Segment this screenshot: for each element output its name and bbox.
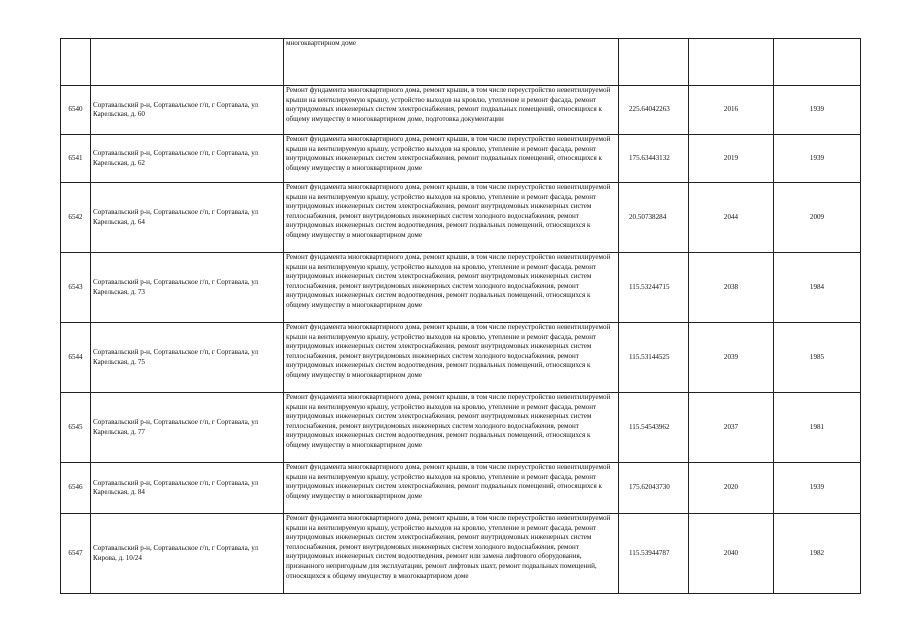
- cell-plan-year: 2038: [689, 253, 774, 323]
- cell-plan-year: 2020: [689, 463, 774, 514]
- housing-repair-table: [60, 38, 861, 594]
- cell-work: Ремонт фундамента многоквартирного дома, ремонт крыши, в том числе переустройство невентилируемой крыши на вентилируемую крышу, устройство выходов на кровлю, утепление и ремонт фасада, ремонт внутридомовых инженерных систем электроснабжения, ремонт подвальных помещений, относящихся к общему имуществу в многоквартирном доме, подготовка документации: [284, 86, 619, 135]
- cell-plan-year: 2039: [689, 323, 774, 393]
- cell-build-year: 2009: [774, 183, 861, 253]
- cell-plan-year: [689, 39, 774, 86]
- cell-plan-year: 2019: [689, 135, 774, 183]
- cell-value: 175.63443132: [619, 135, 689, 183]
- cell-plan-year: 2016: [689, 86, 774, 135]
- cell-build-year: 1984: [774, 253, 861, 323]
- cell-build-year: 1982: [774, 514, 861, 594]
- cell-plan-year: 2037: [689, 393, 774, 463]
- table-row: [61, 514, 861, 594]
- cell-build-year: [774, 39, 861, 86]
- cell-address: Сортавальский р-н, Сортавальское г/п, г Сортавала, ул Карельская, д. 73: [91, 253, 284, 323]
- cell-build-year: 1939: [774, 463, 861, 514]
- cell-address: Сортавальский р-н, Сортавальское г/п, г Сортавала, ул Карельская, д. 75: [91, 323, 284, 393]
- cell-id: 6540: [61, 86, 91, 135]
- table-row: [61, 253, 861, 323]
- cell-address: Сортавальский р-н, Сортавальское г/п, г Сортавала, ул Карельская, д. 77: [91, 393, 284, 463]
- cell-work: Ремонт фундамента многоквартирного дома, ремонт крыши, в том числе переустройство невентилируемой крыши на вентилируемую крышу, устройство выходов на кровлю, утепление и ремонт фасада, ремонт внутридомовых инженерных систем электроснабжения, ремонт внутридомовых инженерных систем теплоснабжения, ремонт внутридомовых инженерных систем холодного водоснабжения, ремонт внутридомовых инженерных систем водоотведения, ремонт подвальных помещений, относящихся к общему имуществу в многоквартирном доме: [284, 323, 619, 393]
- cell-work: Ремонт фундамента многоквартирного дома, ремонт крыши, в том числе переустройство невентилируемой крыши на вентилируемую крышу, устройство выходов на кровлю, утепление и ремонт фасада, ремонт внутридомовых инженерных систем электроснабжения, ремонт внутридомовых инженерных систем теплоснабжения, ремонт внутридомовых инженерных систем холодного водоснабжения, ремонт внутридомовых инженерных систем водоотведения, ремонт подвальных помещений, относящихся к общему имуществу в многоквартирном доме: [284, 393, 619, 463]
- cell-plan-year: 2044: [689, 183, 774, 253]
- cell-work: Ремонт фундамента многоквартирного дома, ремонт крыши, в том числе переустройство невентилируемой крыши на вентилируемую крышу, устройство выходов на кровлю, утепление и ремонт фасада, ремонт внутридомовых инженерных систем электроснабжения, ремонт подвальных помещений, относящихся к общему имуществу в многоквартирном доме: [284, 135, 619, 183]
- table-body: [61, 39, 861, 594]
- cell-id: 6541: [61, 135, 91, 183]
- cell-address: Сортавальский р-н, Сортавальское г/п, г Сортавала, ул Кирова, д. 10/24: [91, 514, 284, 594]
- cell-value: 20.50738284: [619, 183, 689, 253]
- cell-id: 6545: [61, 393, 91, 463]
- cell-value: 115.53244715: [619, 253, 689, 323]
- table-row: [61, 323, 861, 393]
- cell-plan-year: 2040: [689, 514, 774, 594]
- cell-address: Сортавальский р-н, Сортавальское г/п, г Сортавала, ул Карельская, д. 60: [91, 86, 284, 135]
- cell-build-year: 1939: [774, 86, 861, 135]
- cell-work: Ремонт фундамента многоквартирного дома, ремонт крыши, в том числе переустройство невентилируемой крыши на вентилируемую крышу, устройство выходов на кровлю, утепление и ремонт фасада, ремонт внутридомовых инженерных систем электроснабжения, ремонт внутридомовых инженерных систем теплоснабжения, ремонт внутридомовых инженерных систем холодного водоснабжения, ремонт внутридомовых инженерных систем водоотведения, ремонт подвальных помещений, относящихся к общему имуществу в многоквартирном доме: [284, 253, 619, 323]
- table-row-continuation: [61, 39, 861, 86]
- cell-id: [61, 39, 91, 86]
- cell-work: Ремонт фундамента многоквартирного дома, ремонт крыши, в том числе переустройство невентилируемой крыши на вентилируемую крышу, устройство выходов на кровлю, утепление и ремонт фасада, ремонт внутридомовых инженерных систем электроснабжения, ремонт внутридомовых инженерных систем теплоснабжения, ремонт внутридомовых инженерных систем холодного водоснабжения, ремонт внутридомовых инженерных систем водоотведения, ремонт или замена лифтового оборудования, признанного непригодным для эксплуатации, ремонт лифтовых шахт, ремонт подвальных помещений, относящихся к общему имуществу в многоквартирном доме: [284, 514, 619, 594]
- cell-id: 6542: [61, 183, 91, 253]
- table-row: [61, 86, 861, 135]
- cell-value: 115.53944787: [619, 514, 689, 594]
- cell-address: [91, 39, 284, 86]
- table-row: [61, 393, 861, 463]
- cell-build-year: 1985: [774, 323, 861, 393]
- cell-address: Сортавальский р-н, Сортавальское г/п, г Сортавала, ул Карельская, д. 84: [91, 463, 284, 514]
- cell-value: 115.54543962: [619, 393, 689, 463]
- cell-value: 225.64042263: [619, 86, 689, 135]
- cell-work: многоквартирном доме: [284, 39, 619, 86]
- table-row: [61, 463, 861, 514]
- cell-id: 6546: [61, 463, 91, 514]
- cell-work: Ремонт фундамента многоквартирного дома, ремонт крыши, в том числе переустройство невентилируемой крыши на вентилируемую крышу, устройство выходов на кровлю, утепление и ремонт фасада, ремонт внутридомовых инженерных систем электроснабжения, ремонт внутридомовых инженерных систем теплоснабжения, ремонт внутридомовых инженерных систем холодного водоснабжения, ремонт внутридомовых инженерных систем водоотведения, ремонт подвальных помещений, относящихся к общему имуществу в многоквартирном доме: [284, 183, 619, 253]
- cell-value: 115.53144525: [619, 323, 689, 393]
- cell-id: 6543: [61, 253, 91, 323]
- cell-address: Сортавальский р-н, Сортавальское г/п, г Сортавала, ул Карельская, д. 62: [91, 135, 284, 183]
- cell-id: 6547: [61, 514, 91, 594]
- cell-work: Ремонт фундамента многоквартирного дома, ремонт крыши, в том числе переустройство невентилируемой крыши на вентилируемую крышу, устройство выходов на кровлю, утепление и ремонт фасада, ремонт внутридомовых инженерных систем электроснабжения, ремонт подвальных помещений, относящихся к общему имуществу в многоквартирном доме: [284, 463, 619, 514]
- cell-build-year: 1981: [774, 393, 861, 463]
- cell-address: Сортавальский р-н, Сортавальское г/п, г Сортавала, ул Карельская, д. 64: [91, 183, 284, 253]
- table-row: [61, 183, 861, 253]
- cell-value: 175.62043730: [619, 463, 689, 514]
- cell-id: 6544: [61, 323, 91, 393]
- cell-build-year: 1939: [774, 135, 861, 183]
- table-row: [61, 135, 861, 183]
- cell-value: [619, 39, 689, 86]
